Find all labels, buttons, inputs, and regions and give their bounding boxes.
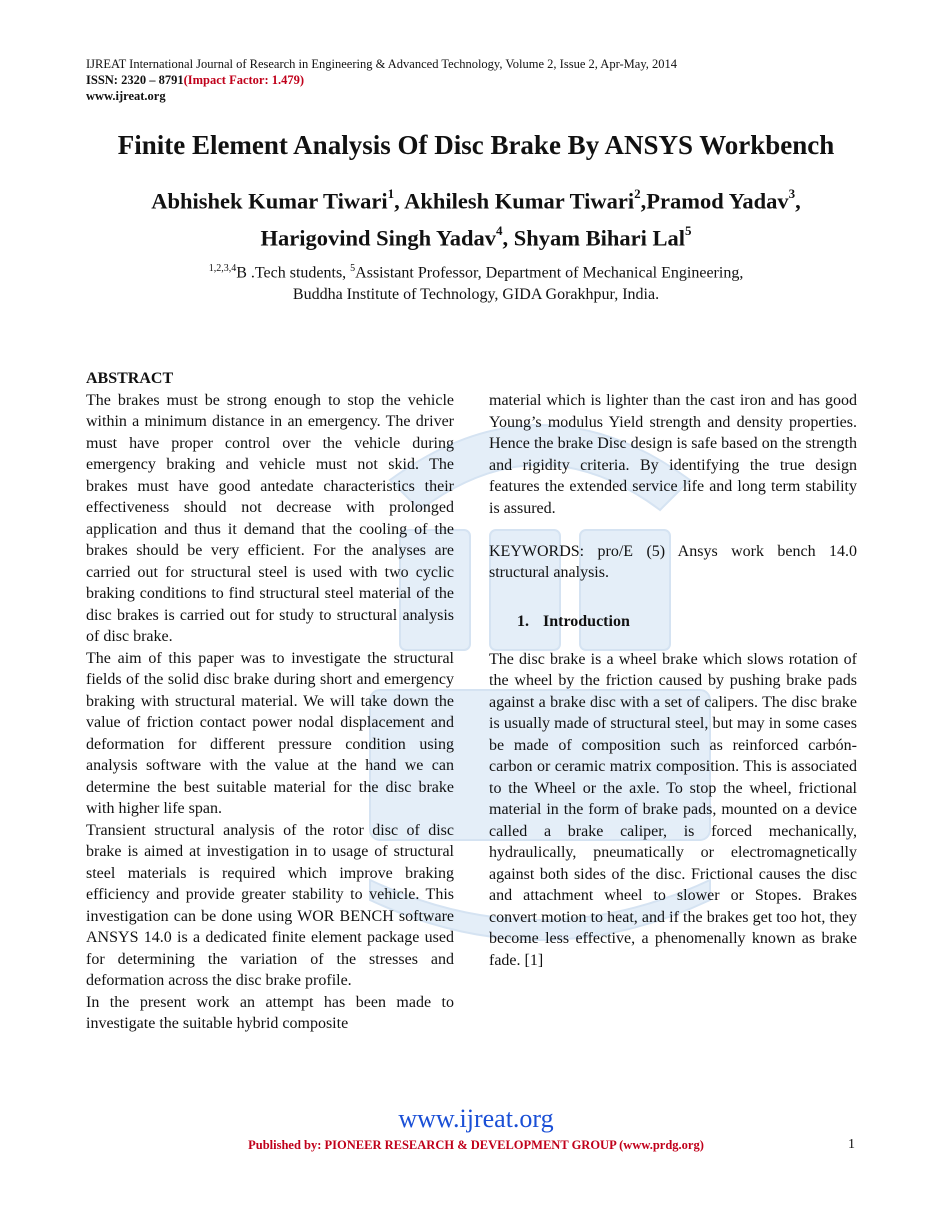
author-superscript: 1 [387,186,395,201]
author-name: Akhilesh Kumar Tiwari [404,188,635,214]
section-title: Introduction [543,613,630,630]
right-column [489,390,857,971]
left-column [86,368,454,1035]
author-name: Pramod Yadav [646,188,789,214]
affil-superscript: 5 [350,263,356,274]
author-superscript: 2 [634,186,641,201]
author-superscript: 5 [685,222,692,238]
author-name: Abhishek Kumar Tiwari [151,188,388,214]
paper-title: Finite Element Analysis Of Disc Brake By ANSYS Workbench [117,130,835,160]
affil-superscript: 1,2,3,4 [208,263,237,274]
abstract-paragraph: In the present work an attempt has been made to investigate the suitable hybrid composite [86,993,454,1032]
author-name: Harigovind Singh Yadav [260,225,496,250]
affiliation: $^{1,2,3,4}$B .Tech students, $^5$Assistant Professor, Department of Mechanical Engineering, Buddha Institute of Technology, GIDA Gorakhpur, India. [60,258,892,306]
abstract-heading: ABSTRACT [86,370,174,387]
section-number: 1. [517,613,529,630]
footer-publisher: Published by: PIONEER RESEARCH & DEVELOPMENT GROUP (www.prdg.org) [248,1138,704,1152]
author-superscript: 3 [788,186,796,201]
footer-website-link[interactable]: www.ijreat.org [398,1104,554,1133]
journal-header [86,56,886,104]
impact-factor: (Impact Factor: 1.479) [183,73,305,87]
author-list: Abhishek Kumar Tiwari$^1$, Akhilesh Kumar Tiwari$^2$,Pramod Yadav$^3$, Harigovind Singh Yadav$^4$, Shyam Bihari Lal$^5$ [151,186,801,250]
issn-text: ISSN: 2320 – 8791 [86,73,184,87]
abstract-paragraph: The brakes must be strong enough to stop the vehicle within a minimum distance in an emergency. The driver must have proper control over the vehicle during emergency braking and vehicle must not skid. The brakes must have good antedate characteristics their effectiveness should not decrease with prolonged application and thus it demand that the cooling of the brakes should be very efficient. For the analyses are carried out for structural steel is used with two cyclic braking conditions to find structural steel material of the disc brakes is carried out for study to structural analysis of disc brake. [86,391,454,645]
page-number: 1 [848,1137,855,1152]
abstract-paragraph: Transient structural analysis of the rotor disc of disc brake is aimed at investigation in to usage of structural steel materials is required which improve braking efficiency and provide greater stability to vehicle. This investigation can be done using WOR BENCH software ANSYS 14.0 is a dedicated finite element package used for determining the variation of the stresses and deformation across the disc brake profile. [86,821,454,989]
author-name: Shyam Bihari Lal [513,225,686,250]
author-superscript: 4 [495,222,503,238]
journal-citation-line: IJREAT International Journal of Research in Engineering & Advanced Technology, Volume 2, Issue 2, Apr-May, 2014 [86,57,678,71]
keywords: KEYWORDS: pro/E (5) Ansys work bench 14.0 structural analysis. [489,542,857,581]
affil-institution: Buddha Institute of Technology, GIDA Gorakhpur, India. [292,286,660,304]
abstract-paragraph-continued: material which is lighter than the cast iron and has good Young’s modulus Yield strength and density properties. Hence the brake Disc design is safe based on the strength and rigidity criteria. By identifying the true design features the extended service life and long term stability is assured. [489,392,857,517]
introduction-paragraph: The disc brake is a wheel brake which slows rotation of the wheel by the friction caused by pushing brake pads against a brake disc with a set of calipers. The disc brake is usually made of structural steel, but may in some cases be made of composition such as reinforced carbón-carbon or ceramic matrix composition. This is associated to the Wheel or the axle. To stop the wheel, frictional material in the form of brake pads, mounted on a device called a brake caliper, is forced mechanically, hydraulically, pneumatically or electromagnetically against both sides of the disc. Frictional causes the disc and attachment wheel to slower or Stopes. Brakes convert motion to heat, and if the brakes get too hot, they become less effective, a phenomenally known as brake fade. [1] [489,650,857,969]
abstract-paragraph: The aim of this paper was to investigate the structural fields of the solid disc brake during short and emergency braking with structural material. We will take down the value of friction contact power nodal displacement and deformation for different pressure condition using analysis software with the value at the hand we can determine the best suitable material for the disc brake with higher life span. [86,649,454,817]
section-heading-introduction [517,611,857,633]
journal-website[interactable]: www.ijreat.org [86,89,166,103]
issn-line [86,72,886,88]
